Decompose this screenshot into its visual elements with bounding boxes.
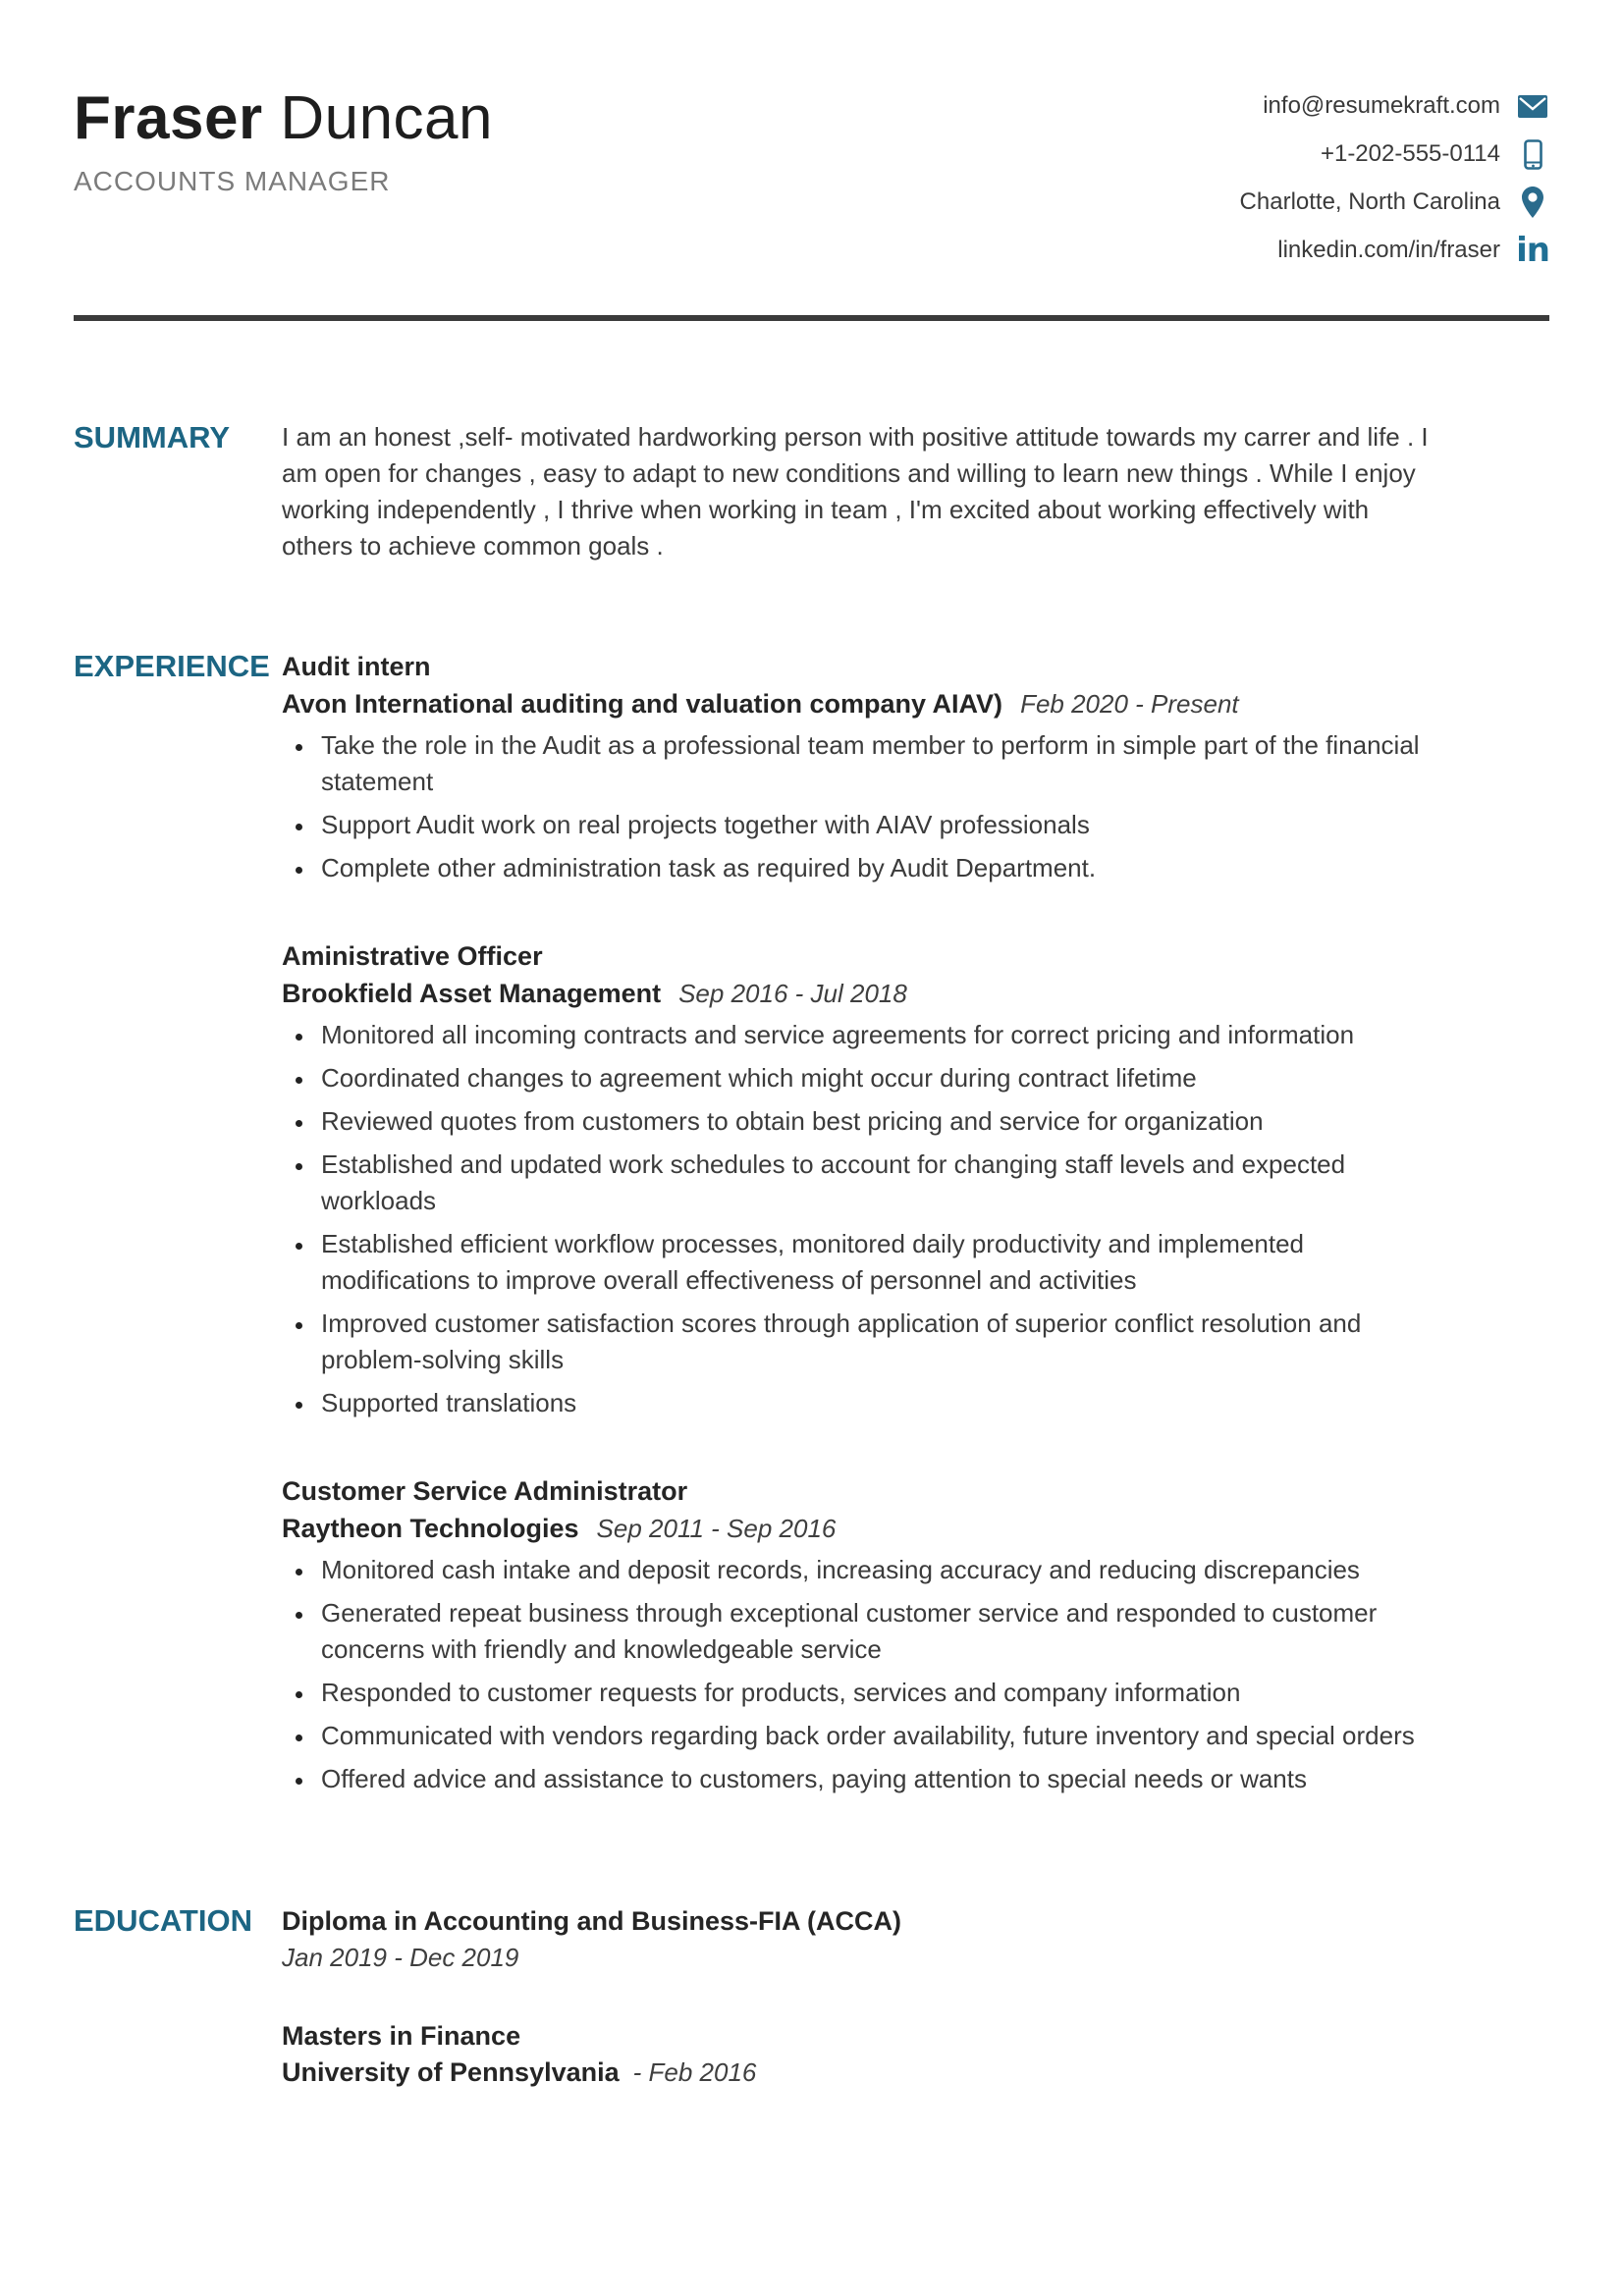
degree-school: University of Pennsylvania: [282, 2057, 620, 2087]
job-company: Avon International auditing and valuation company AIAV): [282, 689, 1003, 719]
contact-phone-text: +1-202-555-0114: [1320, 140, 1500, 167]
job-bullet: • Offered advice and assistance to customers, paying attention to special needs or wants: [315, 1761, 1431, 1797]
summary-section: [74, 419, 1549, 564]
identity-block: [74, 86, 493, 197]
job-role: Audit intern: [282, 652, 431, 681]
job-bullet: • Established efficient workflow processes, monitored daily productivity and implemented modifications to improve overall effectiveness of personnel and activities: [315, 1226, 1431, 1299]
degree-date: Jan 2019 - Dec 2019: [282, 1943, 519, 1972]
job-role: Customer Service Administrator: [282, 1476, 688, 1506]
header: [74, 86, 1549, 268]
job-bullet: • Take the role in the Audit as a professional team member to perform in simple part of the financial statement: [315, 727, 1431, 800]
job-bullet-list: [282, 1552, 1431, 1797]
job-company: Brookfield Asset Management: [282, 979, 662, 1008]
job-company: Raytheon Technologies: [282, 1514, 579, 1543]
job-bullet: • Supported translations: [315, 1385, 1431, 1421]
contact-email-row: [1240, 88, 1549, 124]
contact-phone-row: [1240, 136, 1549, 172]
contact-email-text: info@resumekraft.com: [1263, 92, 1500, 119]
contact-location-row: [1240, 185, 1549, 220]
degree-school-line: [282, 2055, 1431, 2091]
degree-date: - Feb 2016: [632, 2057, 757, 2087]
job-date: Feb 2020 - Present: [1020, 689, 1239, 719]
job-company-line: [282, 1510, 1431, 1547]
job-entry: [282, 648, 1431, 886]
job-entry: [282, 1472, 1431, 1797]
summary-heading: SUMMARY: [74, 420, 231, 454]
experience-heading: EXPERIENCE: [74, 649, 270, 683]
job-bullet-list: [282, 727, 1431, 886]
job-bullet: • Established and updated work schedules to account for changing staff levels and expected workloads: [315, 1147, 1431, 1219]
education-heading: EDUCATION: [74, 1903, 252, 1938]
experience-section: [74, 648, 1549, 1804]
job-company-line: [282, 685, 1431, 722]
phone-icon: [1516, 137, 1549, 171]
job-bullet: • Improved customer satisfaction scores through application of superior conflict resolution and problem-solving skills: [315, 1306, 1431, 1378]
job-date: Sep 2016 - Jul 2018: [678, 979, 907, 1008]
contact-linkedin-row: [1240, 233, 1549, 268]
linkedin-icon: in: [1516, 231, 1549, 270]
job-entry: [282, 937, 1431, 1421]
contact-linkedin-text: linkedin.com/in/fraser: [1277, 237, 1500, 263]
job-bullet: • Complete other administration task as required by Audit Department.: [315, 850, 1431, 886]
degree-title: Diploma in Accounting and Business-FIA (ACCA): [282, 1906, 902, 1936]
job-bullet: • Generated repeat business through exceptional customer service and responded to customer concerns with friendly and knowledgeable service: [315, 1595, 1431, 1668]
job-company-line: [282, 975, 1431, 1012]
email-icon: [1516, 89, 1549, 123]
person-job-title: ACCOUNTS MANAGER: [74, 166, 391, 196]
degree-entry: [282, 1902, 1431, 1976]
job-bullet: • Support Audit work on real projects together with AIAV professionals: [315, 807, 1431, 843]
job-bullet: • Coordinated changes to agreement which might occur during contract lifetime: [315, 1060, 1431, 1096]
job-bullet: • Monitored cash intake and deposit records, increasing accuracy and reducing discrepancies: [315, 1552, 1431, 1588]
job-bullet: • Reviewed quotes from customers to obtain best pricing and service for organization: [315, 1103, 1431, 1140]
contact-location-text: Charlotte, North Carolina: [1239, 188, 1500, 215]
person-last-name: Duncan: [280, 84, 494, 152]
experience-content: [282, 648, 1431, 1804]
job-bullet-list: [282, 1017, 1431, 1421]
degree-entry: [282, 2017, 1431, 2091]
person-first-name: Fraser: [74, 84, 263, 152]
education-section: [74, 1902, 1549, 2091]
summary-text: I am an honest ,self- motivated hardworking person with positive attitude towards my carrer and life . I am open for changes , easy to adapt to new conditions and willing to learn new things . While I enjoy working independently , I thrive when working in team , I'm excited about working effectively with others to achieve common goals .: [282, 422, 1429, 561]
job-bullet: • Monitored all incoming contracts and service agreements for correct pricing and information: [315, 1017, 1431, 1053]
location-icon: [1516, 186, 1549, 219]
contact-block: [1240, 88, 1549, 268]
job-bullet: • Communicated with vendors regarding back order availability, future inventory and special orders: [315, 1718, 1431, 1754]
job-role: Aministrative Officer: [282, 941, 543, 971]
job-date: Sep 2011 - Sep 2016: [596, 1514, 837, 1543]
degree-title: Masters in Finance: [282, 2021, 521, 2051]
job-bullet: • Responded to customer requests for products, services and company information: [315, 1675, 1431, 1711]
education-content: [282, 1902, 1431, 2091]
header-divider: [74, 315, 1549, 321]
person-name: [74, 86, 493, 150]
